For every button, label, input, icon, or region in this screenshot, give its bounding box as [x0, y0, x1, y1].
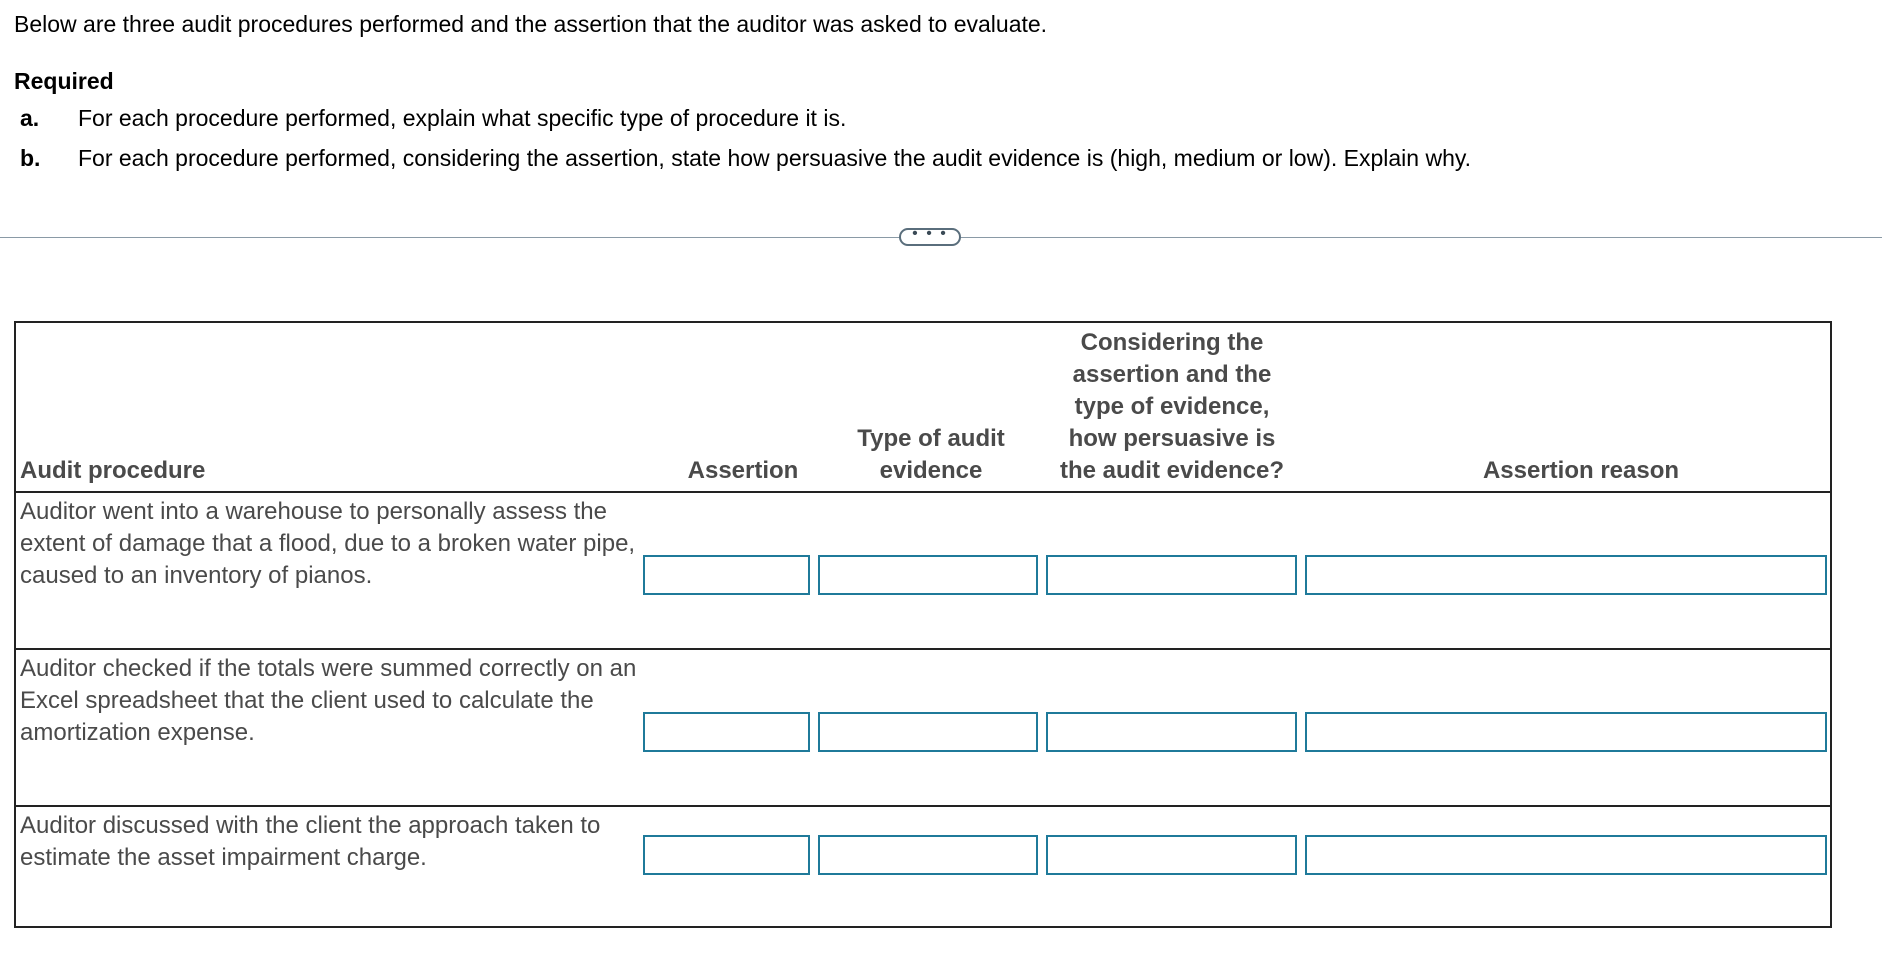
- expand-ellipsis-button[interactable]: [899, 225, 961, 246]
- required-heading: Required: [14, 68, 114, 94]
- table-header-row: [16, 323, 1830, 493]
- header-persuasiveness: [1046, 327, 1298, 487]
- header-assertion-reason: Assertion reason: [1482, 457, 1680, 484]
- assertion-input[interactable]: [643, 835, 810, 875]
- audit-procedure-text: Auditor went into a warehouse to personally assess the extent of damage that a flood, due to a broken water pipe, caused to an inventory of pianos.: [20, 498, 636, 589]
- evidence-type-input[interactable]: [818, 555, 1038, 595]
- required-item-text: For each procedure performed, considering the assertion, state how persuasive the audit evidence is (high, medium or low). Explain why.: [78, 145, 1472, 171]
- required-item-text: For each procedure performed, explain what specific type of procedure it is.: [78, 105, 847, 131]
- required-item-a: [14, 104, 1471, 144]
- header-type-line: evidence: [879, 457, 983, 484]
- header-assertion: Assertion: [687, 457, 799, 484]
- required-item-b: [14, 144, 1471, 184]
- ellipsis-icon: • • •: [912, 225, 948, 242]
- header-persuasive-line: assertion and the: [1072, 361, 1272, 388]
- header-persuasive-line: how persuasive is: [1068, 425, 1276, 452]
- audit-procedure-text: Auditor checked if the totals were summed correctly on an Excel spreadsheet that the client used to calculate the amortization expense.: [20, 655, 637, 746]
- header-type-of-evidence: [822, 423, 1040, 487]
- assertion-input[interactable]: [643, 555, 810, 595]
- assertion-reason-input[interactable]: [1305, 555, 1827, 595]
- header-audit-procedure: Audit procedure: [20, 457, 206, 484]
- required-item-letter: b.: [20, 145, 41, 171]
- header-persuasive-line: Considering the: [1080, 329, 1264, 356]
- table-row: [16, 807, 1830, 926]
- evidence-type-input[interactable]: [818, 835, 1038, 875]
- audit-procedures-table: [14, 321, 1832, 928]
- table-row: [16, 493, 1830, 650]
- required-list: [14, 104, 1471, 184]
- table-row: [16, 650, 1830, 807]
- required-item-letter: a.: [20, 105, 40, 131]
- persuasiveness-input[interactable]: [1046, 712, 1297, 752]
- header-type-line: Type of audit: [857, 425, 1005, 452]
- header-persuasive-line: the audit evidence?: [1059, 457, 1285, 484]
- persuasiveness-input[interactable]: [1046, 835, 1297, 875]
- audit-procedure-text: Auditor discussed with the client the approach taken to estimate the asset impairment charge.: [20, 812, 601, 871]
- assertion-reason-input[interactable]: [1305, 835, 1827, 875]
- intro-text: Below are three audit procedures performed and the assertion that the auditor was asked to evaluate.: [14, 11, 1048, 37]
- header-persuasive-line: type of evidence,: [1074, 393, 1270, 420]
- persuasiveness-input[interactable]: [1046, 555, 1297, 595]
- evidence-type-input[interactable]: [818, 712, 1038, 752]
- assertion-input[interactable]: [643, 712, 810, 752]
- assertion-reason-input[interactable]: [1305, 712, 1827, 752]
